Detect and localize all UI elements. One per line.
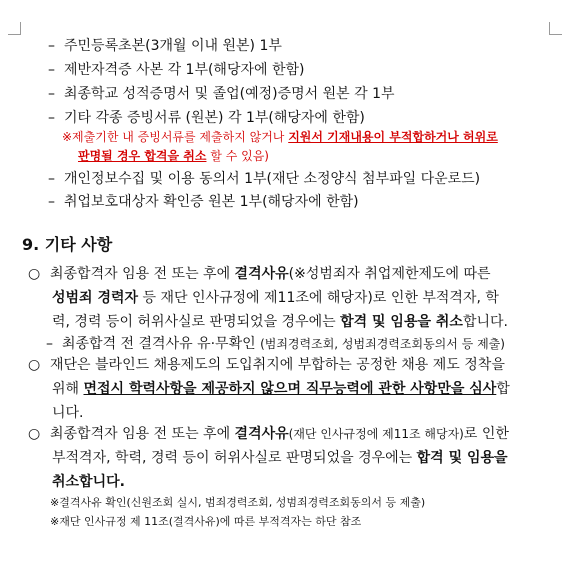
list-item: – 개인정보수집 및 이용 동의서 1부(재단 소정양식 첨부파일 다운로드) — [48, 171, 481, 187]
warning-note-line2: 판명될 경우 합격을 취소 할 수 있음) — [78, 149, 269, 163]
dash-marker: – — [48, 110, 55, 126]
list-item: – 취업보호대상자 확인증 원본 1부(해당자에 한함) — [48, 194, 359, 210]
list-item: – 기타 각종 증빙서류 (원본) 각 1부(해당자에 한함) — [48, 110, 365, 126]
footnote: ※결격사유 확인(신원조회 실시, 범죄경력조회, 성범죄경력조회동의서 등 제출) — [50, 496, 426, 509]
list-item: – 최종학교 성적증명서 및 졸업(예정)증명서 원본 각 1부 — [48, 86, 395, 102]
warning-note-line1: ※제출기한 내 증빙서류를 제출하지 않거나 지원서 기재내용이 부적합하거나 허위로 — [62, 130, 498, 144]
page-corner-mark — [549, 22, 562, 35]
dash-marker: – — [48, 194, 55, 210]
paragraph-line: 니다. — [52, 405, 84, 421]
dash-marker: – — [48, 171, 55, 187]
circle-marker: ○ — [28, 266, 41, 282]
paragraph-line: 력, 경력 등이 허위사실로 판명되었을 경우에는 합격 및 임용을 취소합니다. — [52, 314, 508, 330]
list-item: ○ 최종합격자 임용 전 또는 후에 결격사유(재단 인사규정에 제11조 해당자)로 인한 — [28, 426, 509, 442]
page-corner-mark — [8, 22, 21, 35]
list-item: – 주민등록초본(3개월 이내 원본) 1부 — [48, 38, 282, 54]
dash-marker: – — [48, 62, 55, 78]
footnote: ※재단 인사규정 제 11조(결격사유)에 따른 부적격자는 하단 참조 — [50, 515, 362, 528]
paragraph-line: 위해 면접시 학력사항을 제공하지 않으며 직무능력에 관한 사항만을 심사합 — [52, 381, 510, 397]
list-item: – 제반자격증 사본 각 1부(해당자에 한함) — [48, 62, 305, 78]
circle-marker: ○ — [28, 357, 41, 373]
dash-marker: – — [46, 336, 53, 352]
sub-item: – 최종합격 전 결격사유 유·무확인 (범죄경력조회, 성범죄경력조회동의서 등 제출) — [46, 336, 505, 352]
section-title: 9. 기타 사항 — [22, 235, 113, 254]
list-item: ○ 최종합격자 임용 전 또는 후에 결격사유(※성범죄자 취업제한제도에 따른 — [28, 266, 491, 282]
paragraph-line: 취소합니다. — [52, 474, 125, 490]
circle-marker: ○ — [28, 426, 41, 442]
dash-marker: – — [48, 38, 55, 54]
paragraph-line: 부적격자, 학력, 경력 등이 허위사실로 판명되었을 경우에는 합격 및 임용을 — [52, 450, 508, 466]
paragraph-line: 성범죄 경력자 등 재단 인사규정에 제11조에 해당자)로 인한 부적격자, 학 — [52, 290, 499, 306]
list-item: ○ 재단은 블라인드 채용제도의 도입취지에 부합하는 공정한 채용 제도 정착을 — [28, 357, 505, 373]
dash-marker: – — [48, 86, 55, 102]
